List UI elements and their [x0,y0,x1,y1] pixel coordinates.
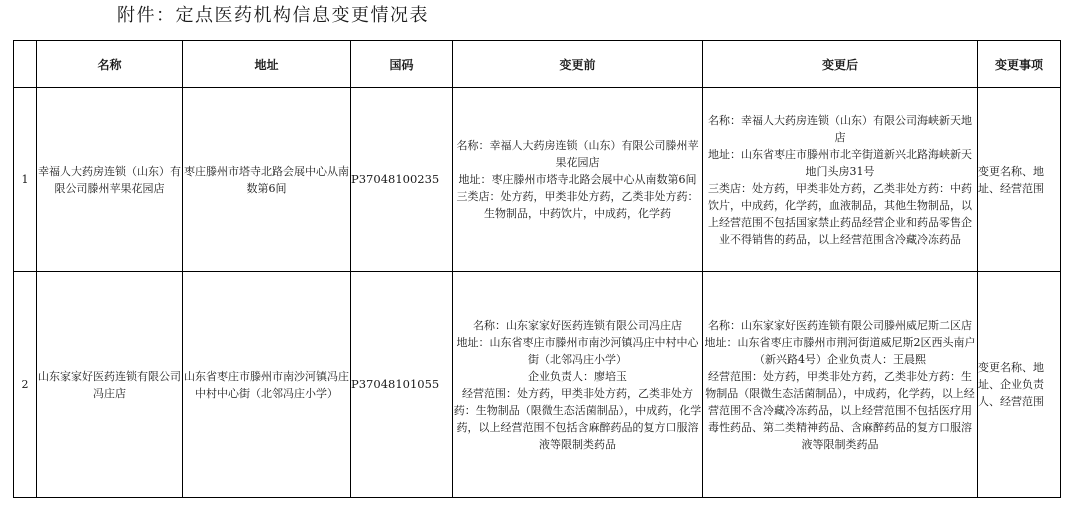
cell-line: 三类店：处方药，甲类非处方药，乙类非处方药：生物制品，中药饮片，中成药，化学药 [456,190,699,220]
header-items: 变更事项 [978,41,1061,88]
table-row [14,272,1061,498]
cell-line: 名称：山东家家好医药连锁有限公司冯庄店 [473,318,682,332]
header-before: 变更前 [453,41,703,88]
cell-line: 经营范围：处方药，甲类非处方药，乙类非处方药：生物制品（限微生态活菌制品），中成药，化学药，以上经营范围不包括含麻醉药品的复方口服溶液等限制类药品 [453,386,702,451]
row-index: 2 [14,272,37,498]
cell-line: 三类店：处方药，甲类非处方药，乙类非处方药：中药饮片，中成药，化学药，血液制品，其他生物制品，以上经营范围不包括国家禁止药品经营企业和药品零售企业不得销售的药品，以上经营范围含冷藏冷冻药品 [708,181,972,246]
cell-line: 名称：幸福人大药房连锁（山东）有限公司海峡新天地店 [708,113,972,144]
table-header-row [14,41,1061,88]
cell-line: 地址：山东省枣庄市滕州市南沙河镇冯庄中村中心街（北邻冯庄小学） [456,335,699,366]
header-address: 地址 [183,41,351,88]
header-after: 变更后 [703,41,978,88]
change-items: 变更名称、地址、企业负责人、经营范围 [978,272,1061,498]
before-change [453,272,703,498]
cell-line: 名称：幸福人大药房连锁（山东）有限公司滕州苹果花园店 [456,139,699,169]
change-info-table [13,40,1061,498]
cell-line: 企业负责人：廖培玉 [528,369,627,383]
before-change [453,88,703,272]
institution-address: 山东省枣庄市滕州市南沙河镇冯庄中村中心街（北邻冯庄小学） [183,272,351,498]
cell-line: 名称：山东家家好医药连锁有限公司滕州威尼斯二区店 [708,318,972,332]
institution-address: 枣庄滕州市塔寺北路会展中心从南数第6间 [183,88,351,272]
institution-name: 山东家家好医药连锁有限公司冯庄店 [37,272,183,498]
row-index: 1 [14,88,37,272]
institution-name: 幸福人大药房连锁（山东）有限公司滕州苹果花园店 [37,88,183,272]
institution-code: P37048101055 [351,272,453,498]
after-change [703,272,978,498]
cell-line: 地址：山东省枣庄市滕州市北辛街道新兴北路海峡新天地门头房31号 [708,147,972,178]
table-row [14,88,1061,272]
page-title: 附件：定点医药机构信息变更情况表 [117,5,429,26]
header-code: 国码 [351,41,453,88]
change-items: 变更名称、地址、经营范围 [978,88,1061,272]
cell-line: 经营范围：处方药，甲类非处方药，乙类非处方药：生物制品（限微生态活菌制品），中成药，化学药，以上经营范围不含冷藏冷冻药品，以上经营范围不包括医疗用毒性药品、第二类精神药品、含麻醉药品的复方口服溶液等限制类药品 [705,369,975,451]
header-name: 名称 [37,41,183,88]
institution-code: P37048100235 [351,88,453,272]
cell-line: 地址：枣庄滕州市塔寺北路会展中心从南数第6间 [458,173,697,186]
cell-line: 地址：山东省枣庄市滕州市荆河街道威尼斯2区西头南户（新兴路4号）企业负责人：王晨熙 [704,335,976,366]
header-index [14,41,37,88]
after-change [703,88,978,272]
